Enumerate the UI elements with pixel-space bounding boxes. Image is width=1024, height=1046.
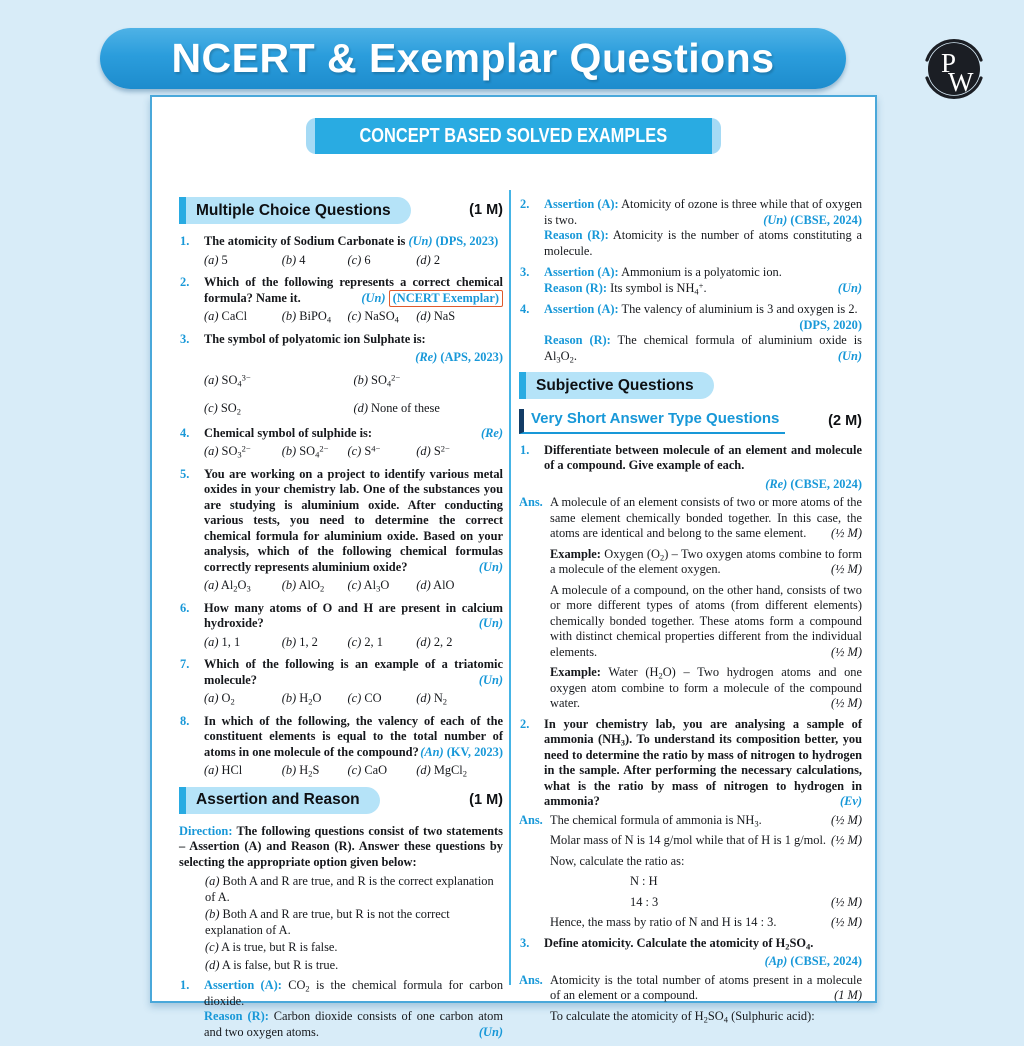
answer-body <box>550 495 862 542</box>
tag-label: (Ev) <box>839 794 862 809</box>
right-tags <box>479 616 503 632</box>
right-tags <box>479 673 503 689</box>
options-row <box>204 309 503 325</box>
question-number: 1. <box>180 234 190 248</box>
tag-label: (Un) (DPS, 2023) <box>408 234 499 248</box>
card-title-frame <box>306 118 721 154</box>
option-line: (b) Both A and R are true, but R is not the correct explanation of A. <box>205 907 450 937</box>
option: (b) 4 <box>281 252 306 267</box>
answer-paragraph: Example: Oxygen $(O_2)$ – Two oxygen atoms combine to form a molecule of the element oxygen. (½ M) <box>550 546 863 577</box>
option: (b) $H_2O$ <box>281 691 322 707</box>
pw-logo-icon <box>920 33 988 105</box>
question <box>179 601 503 632</box>
tag-label: (Un) <box>837 348 862 363</box>
options-row <box>204 578 503 594</box>
subsection-heading <box>519 409 862 434</box>
answer-paragraph: Atomicity is the total number of atoms present in a molecule of an element or a compound. (1 M) <box>550 972 862 1003</box>
assertion-reason-item <box>519 197 862 259</box>
tag-label: (Un) <box>478 1024 503 1039</box>
question-number: 6. <box>180 600 190 615</box>
tag-label: (Re) <box>480 425 503 440</box>
option: (a) CaCl <box>204 309 248 323</box>
option: (a) $SO_3^{2-}$ <box>204 443 251 460</box>
tag-label: (Un) <box>837 280 862 295</box>
question-number: 2. <box>520 716 530 731</box>
question-text: Chemical symbol of sulphide is: (Re) <box>204 425 503 440</box>
answer-paragraph: Hence, the mass by ratio of N and H is 14 : 3. (½ M) <box>550 915 862 930</box>
options-row <box>204 691 503 707</box>
assertion-reason-item <box>179 978 503 1040</box>
ratio-line: N : H <box>630 874 658 889</box>
options-grid <box>204 373 503 417</box>
marks-note: (½ M) <box>831 894 862 909</box>
option: (d) 2, 2 <box>416 634 453 649</box>
question-tagline <box>179 350 503 366</box>
options-row <box>204 763 503 779</box>
tag-label: (An) (KV, 2023) <box>420 744 503 759</box>
question-text: Define atomicity. Calculate the atomicity of $H_2SO_4$. <box>544 935 814 952</box>
question-text: You are working on a project to identify various metal oxides in your chemistry lab. One of the substances you are studying is aluminium oxide. After conducting various tests, you need to determine the correct chemical formula for aluminium oxide. Based on your analysis, which of the following chemical formulas correctly represents aluminium oxide? (Un) <box>204 466 503 574</box>
tag-label: (Un) (CBSE, 2024) <box>763 212 862 227</box>
marks-note: (½ M) <box>831 833 862 848</box>
section-pill-accent <box>519 372 526 399</box>
question-number: 3. <box>520 265 530 279</box>
question-number: 8. <box>180 713 190 728</box>
question-tagline <box>519 477 862 493</box>
question-text: How many atoms of O and H are present in calcium hydroxide? (Un) <box>204 600 503 630</box>
question-number: 3. <box>520 935 530 950</box>
option: (c) NaSO$_4$ <box>347 309 399 325</box>
question-number: 7. <box>180 657 190 671</box>
tag-label: Assertion (A): <box>204 978 282 992</box>
question-text: Which of the following is an example of a triatomic molecule? (Un) <box>204 657 503 687</box>
tag-label: (Un) <box>478 559 503 574</box>
subsection-marks: (2 M) <box>828 413 862 430</box>
answer-body <box>550 813 862 829</box>
option: (b) $SO_4^{2-}$ <box>353 372 401 388</box>
option: (c) $S^{4-}$ <box>347 443 381 458</box>
answer-paragraph: A molecule of a compound, on the other hand, consists of two or more different types of atoms (from different elements) chemically bonded together. These atoms form a compound with distinct chemical properties different from the individual elements. (½ M) <box>550 582 862 659</box>
tag-label: Reason (R): <box>544 228 609 242</box>
option-line: (d) A is false, but R is true. <box>205 957 339 972</box>
option: (d) AlO <box>416 578 455 592</box>
exemplar-box: (NCERT Exemplar) <box>389 290 503 307</box>
marks-note: (½ M) <box>831 915 862 930</box>
assertion-reason-item <box>519 265 862 296</box>
section-pill-accent <box>179 197 186 224</box>
section-title: Subjective Questions <box>536 376 694 394</box>
tag-label: (Un) <box>478 616 503 630</box>
tag-label: Reason (R): <box>544 280 607 295</box>
section-pill <box>519 372 714 399</box>
right-tags <box>361 291 503 307</box>
question <box>179 714 503 761</box>
card-title: CONCEPT BASED SOLVED EXAMPLES <box>359 124 668 147</box>
header-pill <box>100 28 846 89</box>
question-text: Which of the following represents a correct chemical formula? Name it. (Un) (NCERT Exemplar) <box>204 275 503 305</box>
question-text: In which of the following, the valency of each of the constituent elements is equal to the total number of atoms in one molecule of the compound? (An) (KV, 2023) <box>204 713 503 759</box>
answer-label: Ans. <box>519 972 543 987</box>
tag-label: (Re) (APS, 2023) <box>415 350 503 364</box>
marks-note: (½ M) <box>831 526 862 541</box>
direction-paragraph: Direction: The following questions consist of two statements – Assertion (A) and Reason (R). Answer these questions by selecting the appropriate option given below: <box>179 823 503 869</box>
option: (a) $Al_2O_3$ <box>204 578 251 594</box>
tag-label: Reason (R): <box>204 1009 269 1023</box>
tag-label: (Un) <box>478 672 503 687</box>
question <box>519 443 862 474</box>
marks-note: (1 M) <box>834 988 862 1003</box>
answer-label: Ans. <box>519 495 543 510</box>
answer-paragraph: Molar mass of N is 14 g/mol while that of H is 1 g/mol. (½ M) <box>550 833 862 848</box>
question <box>179 234 503 250</box>
options-row <box>204 253 503 269</box>
answer-label: Ans. <box>519 812 543 827</box>
section-title: Assertion and Reason <box>196 791 360 809</box>
marks-note: (½ M) <box>831 812 862 827</box>
option-line: (c) A is true, but R is false. <box>205 940 338 954</box>
page-title: NCERT & Exemplar Questions <box>171 35 775 81</box>
answer-paragraph: Now, calculate the ratio as: <box>550 853 685 868</box>
right-tags <box>479 1025 503 1041</box>
column-divider <box>509 190 511 985</box>
right-tags <box>420 745 503 761</box>
option: (c) CaO <box>347 763 388 777</box>
question-text: Differentiate between molecule of an element and molecule of a compound. Give example of each. <box>544 442 862 473</box>
option-line: (a) Both A and R are true, and R is the correct explanation of A. <box>205 874 494 904</box>
question-number: 1. <box>180 978 190 992</box>
tag-label: (DPS, 2020) <box>799 317 862 332</box>
pw-logo-letter-p: P <box>941 48 957 78</box>
option: (a) $O_2$ <box>204 691 235 707</box>
section-title: Multiple Choice Questions <box>196 201 391 219</box>
question <box>519 717 862 810</box>
section-marks: (1 M) <box>469 202 503 219</box>
question-number: 4. <box>520 302 530 316</box>
option: (d) NaS <box>416 309 456 323</box>
answer-paragraph: Example: Water $(H_2O)$ – Two hydrogen atoms and one oxygen atom combine to form a molecule of the compound water. (½ M) <box>550 665 862 711</box>
question-number: 2. <box>520 197 530 211</box>
marks-note: (½ M) <box>831 696 862 711</box>
question-text: In your chemistry lab, you are analysing a sample of ammonia $(NH_3)$. To understand its composition better, you need to determine the ratio by mass of nitrogen to hydrogen in the sample. After performing the necessary calculations, what is the ratio by mass of nitrogen to hydrogen in ammonia? (Ev) <box>544 716 862 809</box>
card-title-box <box>315 118 712 154</box>
tag-label: (Un) (NCERT Exemplar) <box>361 290 503 307</box>
options-row <box>204 444 503 460</box>
section-pill <box>179 787 380 814</box>
card-title-wrap <box>152 118 875 154</box>
section-heading <box>179 197 503 224</box>
section-pill <box>179 197 411 224</box>
option: (b) $H_2S$ <box>281 763 320 779</box>
option: (a) $SO_4^{3-}$ <box>204 372 251 388</box>
section-marks: (1 M) <box>469 791 503 808</box>
question-tagline <box>519 954 862 970</box>
pw-logo <box>920 33 988 105</box>
assertion-reason-paragraph: Reason (R): Carbon dioxide consists of one carbon atom and two oxygen atoms. (Un) <box>204 1009 503 1039</box>
option: (c) $Al_3O$ <box>347 578 390 594</box>
right-tags <box>763 213 862 229</box>
assertion-reason-paragraph: Assertion (A): $CO_2$ is the chemical formula for carbon dioxide. <box>204 978 504 1008</box>
right-tags <box>479 560 503 576</box>
assertion-reason-paragraph: Assertion (A): Atomicity of ozone is three while that of oxygen is two. (Un) (CBSE, 2024) <box>544 197 863 227</box>
question <box>179 657 503 688</box>
answer-paragraph: The chemical formula of ammonia is $NH_3$. (½ M) <box>550 812 862 829</box>
question-text: The atomicity of Sodium Carbonate is (Un) (DPS, 2023) <box>204 234 499 248</box>
answer <box>519 813 862 829</box>
assertion-reason-body <box>544 302 862 364</box>
assertion-reason-body <box>544 197 862 259</box>
marks-note: (½ M) <box>831 562 862 577</box>
tag-label: Reason (R): <box>544 333 611 347</box>
answer <box>519 973 862 1004</box>
left-column <box>179 197 503 1046</box>
right-tags <box>481 426 503 442</box>
question-text: The symbol of polyatomic ion Sulphate is: <box>204 331 426 346</box>
option: (b) $SO_4^{2-}$ <box>281 443 329 460</box>
options-row <box>204 635 503 651</box>
tag-label: Assertion (A): <box>544 197 619 211</box>
option: (d) None of these <box>353 401 440 415</box>
section-pill-accent <box>179 787 186 814</box>
assertion-reason-paragraph: Assertion (A): The valency of aluminium is 3 and oxygen is 2. (DPS, 2020) <box>544 302 862 332</box>
question <box>179 332 503 348</box>
option: (b) 1, 2 <box>281 634 318 649</box>
option: (a) 5 <box>204 252 228 267</box>
section-heading <box>179 787 503 814</box>
tag-label: (Ap) (CBSE, 2024) <box>764 954 862 969</box>
assertion-reason-paragraph: Reason (R): The chemical formula of aluminium oxide is $Al_3O_2$. (Un) <box>544 333 862 364</box>
question <box>179 467 503 576</box>
tag-label: Assertion (A): <box>544 302 619 316</box>
option: (d) MgCl$_2$ <box>416 763 467 779</box>
ratio-line: 14 : 3 (½ M) <box>630 894 862 909</box>
right-tags <box>838 281 862 297</box>
right-tags <box>840 794 862 810</box>
question-number: 4. <box>180 425 190 440</box>
right-tags <box>838 349 862 365</box>
option: (c) $SO_2$ <box>204 401 241 417</box>
option: (c) CO <box>347 691 382 705</box>
assertion-reason-paragraph: Reason (R): Atomicity is the number of atoms constituting a molecule. <box>544 228 862 258</box>
tag-label: (Re) (CBSE, 2024) <box>765 476 862 491</box>
tag-label: Assertion (A): <box>544 265 619 279</box>
option: (a) 1, 1 <box>204 634 241 649</box>
question-number: 2. <box>180 275 190 289</box>
question-number: 3. <box>180 331 190 346</box>
question-number: 5. <box>180 466 190 481</box>
option: (d) $N_2$ <box>416 691 448 707</box>
right-tags <box>799 318 862 334</box>
option: (b) BiPO$_4$ <box>281 309 332 325</box>
question <box>519 936 862 952</box>
question <box>179 275 503 306</box>
question <box>179 426 503 442</box>
right-column <box>519 197 862 1029</box>
option-list <box>179 874 503 973</box>
option: (c) 6 <box>347 252 371 267</box>
tag-label: Direction: <box>179 823 233 838</box>
marks-note: (½ M) <box>831 644 862 659</box>
answer-paragraph: A molecule of an element consists of two or more atoms of the same element chemically bonded together. In this case, the atoms are identical and belong to the same element. (½ M) <box>550 495 862 541</box>
section-heading <box>519 372 862 399</box>
question-number: 1. <box>520 442 530 457</box>
option: (b) AlO$_2$ <box>281 578 325 594</box>
assertion-reason-body <box>544 265 862 296</box>
answer <box>519 495 862 542</box>
answer-body <box>550 973 862 1004</box>
pw-logo-letter-w: W <box>948 67 974 97</box>
answer-paragraph: To calculate the atomicity of $H_2SO_4$ (Sulphuric acid): <box>550 1008 815 1025</box>
assertion-reason-body <box>204 978 503 1040</box>
option: (a) HCl <box>204 763 243 777</box>
option: (d) $S^{2-}$ <box>416 443 450 458</box>
assertion-reason-item <box>519 302 862 364</box>
assertion-reason-paragraph: Reason (R): Its symbol is $NH_4^+$. (Un) <box>544 280 862 296</box>
content-card <box>150 95 877 1039</box>
option: (d) 2 <box>416 252 441 267</box>
subsection-title: Very Short Answer Type Questions <box>519 409 785 434</box>
assertion-reason-paragraph: Assertion (A): Ammonium is a polyatomic ion. <box>544 265 782 279</box>
option: (c) 2, 1 <box>347 634 383 649</box>
